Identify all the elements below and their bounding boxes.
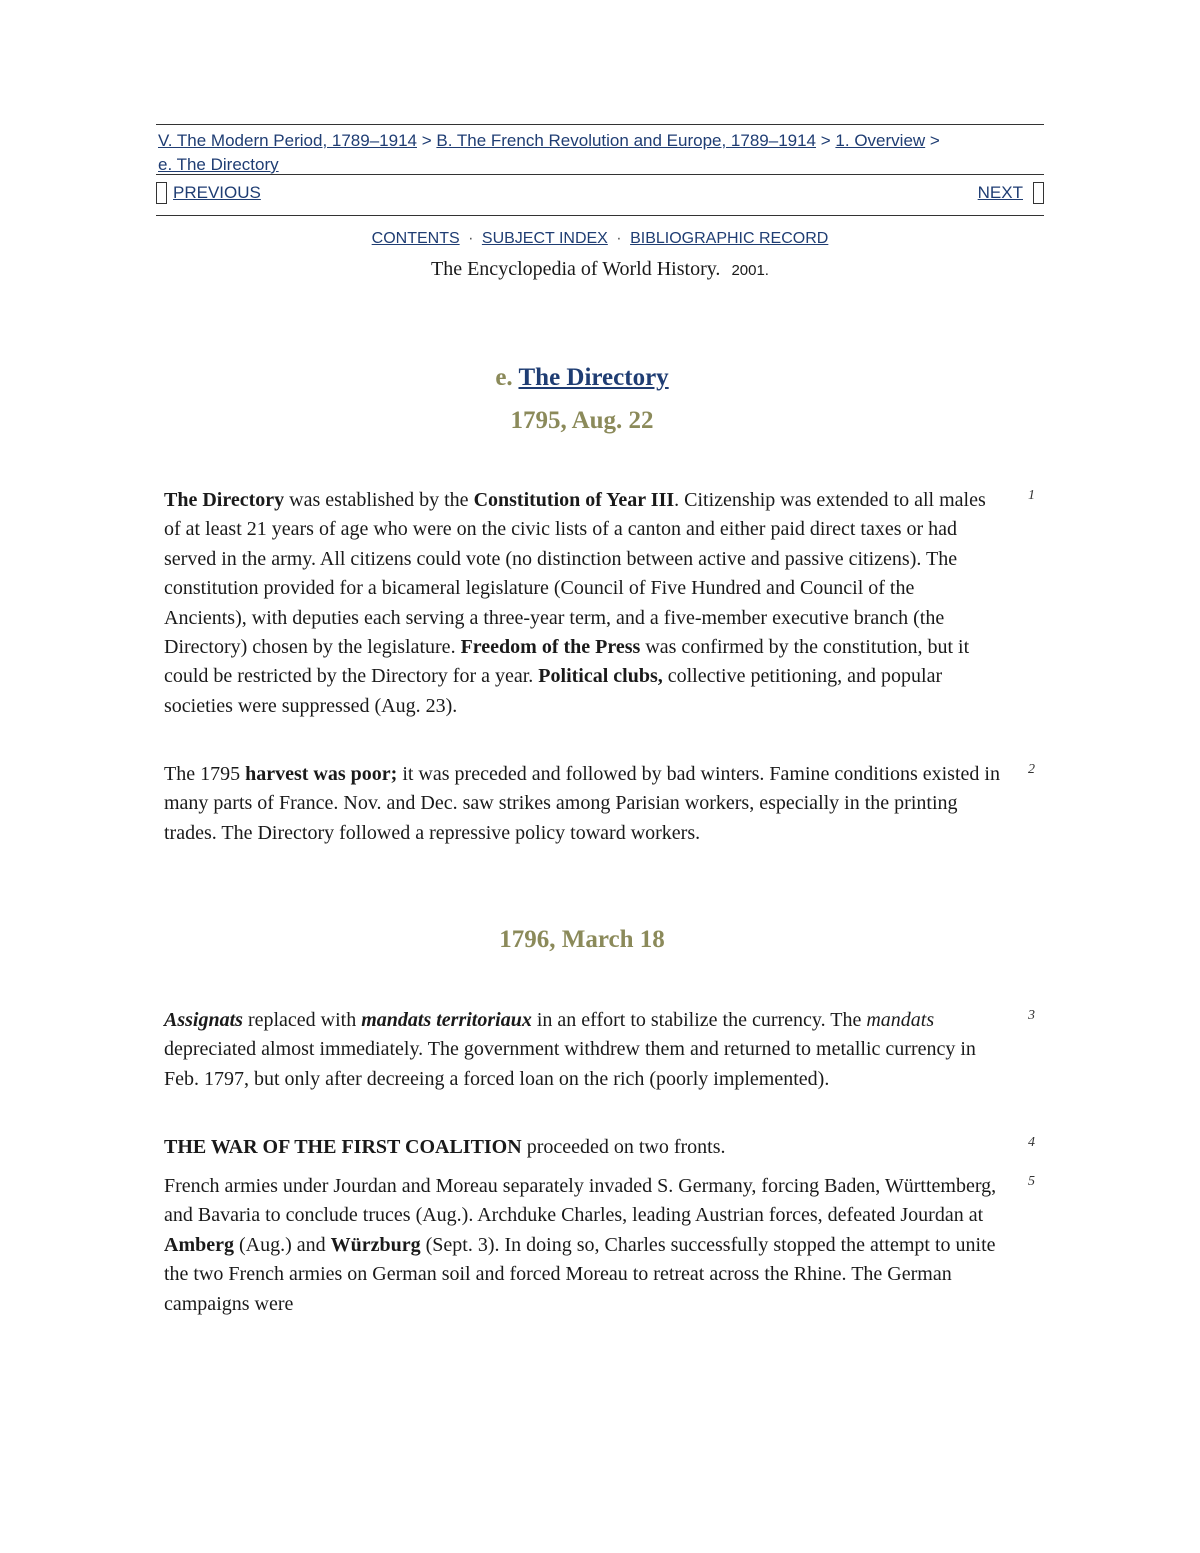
subject-index-link[interactable]: SUBJECT INDEX	[481, 230, 608, 247]
breadcrumb-link-overview[interactable]: 1. Overview	[835, 131, 926, 150]
paragraph-number: 1	[1028, 488, 1035, 503]
breadcrumb-bottom-rule	[156, 174, 1044, 175]
paragraph-number: 3	[1028, 1008, 1035, 1023]
paragraph-4	[164, 1133, 1000, 1162]
bold-term: Freedom of the Press	[460, 636, 641, 659]
page-navigation	[156, 180, 1044, 210]
bold-italic-term: Assignats	[164, 1009, 243, 1031]
toplinks-separator: ·	[468, 230, 474, 247]
paragraph-3	[164, 1006, 1000, 1094]
paragraph-2	[164, 760, 1000, 848]
previous-link[interactable]: PREVIOUS	[173, 183, 261, 202]
paragraph-text: depreciated almost immediately. The government withdrew them and returned to metallic currency in Feb. 1797, but only after decreeing a forced loan on the rich (poorly implemented).	[164, 1038, 976, 1090]
section-title	[156, 364, 1008, 392]
italic-term: mandats	[866, 1009, 935, 1031]
bold-term: THE WAR OF THE FIRST COALITION	[164, 1136, 522, 1158]
breadcrumb-link-directory[interactable]: e. The Directory	[158, 155, 279, 174]
paragraph-text: was confirmed by the constitution, but it could be restricted by the Directory for a year.	[164, 636, 970, 688]
paragraph-number: 2	[1028, 762, 1035, 777]
toplinks-separator: ·	[616, 230, 622, 247]
paragraph-text: . Citizenship was extended to all males of at least 21 years of age who were on the civic lists of a canton and either paid direct taxes or had served in the army. All citizens could vote (no distinction between active and passive citizens). The constitution provided for a bicameral legislature (Council of Five Hundred and Council of the Ancients), with deputies each serving a three-year term, and a five-member executive branch (the Directory) chosen by the legislature.	[164, 489, 986, 659]
paragraph-number: 4	[1028, 1135, 1035, 1150]
next-link[interactable]: NEXT	[977, 183, 1023, 202]
section-prefix: e.	[495, 364, 513, 391]
bold-term: Würzburg	[330, 1233, 421, 1256]
bold-italic-term: mandats territoriaux	[361, 1009, 532, 1031]
paragraph-text: (Aug.) and	[233, 1233, 331, 1256]
next-control[interactable]	[978, 182, 1044, 204]
source-year: 2001.	[731, 262, 769, 279]
top-links	[156, 230, 1044, 248]
paragraph-text: was established by the	[284, 489, 474, 511]
source-title: The Encyclopedia of World History.	[431, 258, 721, 280]
breadcrumb-top-rule	[156, 124, 1044, 125]
bold-term: Political clubs,	[538, 665, 663, 688]
previous-control[interactable]	[156, 182, 261, 204]
paragraph-text: in an effort to stabilize the currency. The	[531, 1009, 867, 1031]
breadcrumb-link-french-revolution[interactable]: B. The French Revolution and Europe, 1789–1914	[436, 131, 817, 150]
previous-arrow-icon[interactable]	[156, 182, 167, 204]
entry-date-heading: 1795, Aug. 22	[510, 407, 654, 434]
breadcrumb-separator: >	[929, 131, 940, 150]
paragraph-text: French armies under Jourdan and Moreau separately invaded S. Germany, forcing Baden, Württemberg, and Bavaria to conclude truces (Aug.). Archduke Charles, leading Austrian forces, defeated Jourdan at	[164, 1175, 997, 1227]
next-arrow-icon[interactable]	[1033, 182, 1044, 204]
bold-term: The Directory	[164, 489, 285, 511]
bold-term: Amberg	[164, 1233, 234, 1256]
breadcrumb-separator: >	[421, 131, 432, 150]
entry-date-heading: 1796, March 18	[499, 926, 665, 953]
paragraph-1	[164, 486, 1000, 721]
breadcrumb-separator: >	[820, 131, 831, 150]
bold-term: Constitution of Year III	[473, 489, 675, 511]
paragraph-text: (Sept. 3). In doing so, Charles successfully stopped the attempt to unite the two French armies on German soil and forced Moreau to retreat across the Rhine. The German campaigns were	[164, 1233, 996, 1315]
bibliographic-record-link[interactable]: BIBLIOGRAPHIC RECORD	[630, 230, 829, 247]
contents-link[interactable]: CONTENTS	[371, 230, 460, 247]
navigation-bottom-rule	[156, 215, 1044, 216]
paragraph-text: collective petitioning, and popular societies were suppressed (Aug. 23).	[164, 665, 943, 717]
paragraph-5	[164, 1172, 1000, 1319]
paragraph-text: replaced with	[242, 1009, 362, 1031]
paragraph-text: The 1795	[164, 763, 246, 785]
bold-term: harvest was poor;	[245, 763, 398, 785]
paragraph-text: it was preceded and followed by bad winters. Famine conditions existed in many parts of France. Nov. and Dec. saw strikes among Parisian workers, especially in the printing trades. The Directory followed a repressive policy toward workers.	[164, 763, 1000, 844]
paragraph-text: proceeded on two fronts.	[521, 1136, 726, 1158]
breadcrumb	[158, 129, 1042, 177]
source-citation	[156, 258, 1044, 281]
paragraph-number: 5	[1028, 1174, 1035, 1189]
breadcrumb-link-modern-period[interactable]: V. The Modern Period, 1789–1914	[158, 131, 417, 150]
section-title-link[interactable]: The Directory	[518, 364, 669, 391]
